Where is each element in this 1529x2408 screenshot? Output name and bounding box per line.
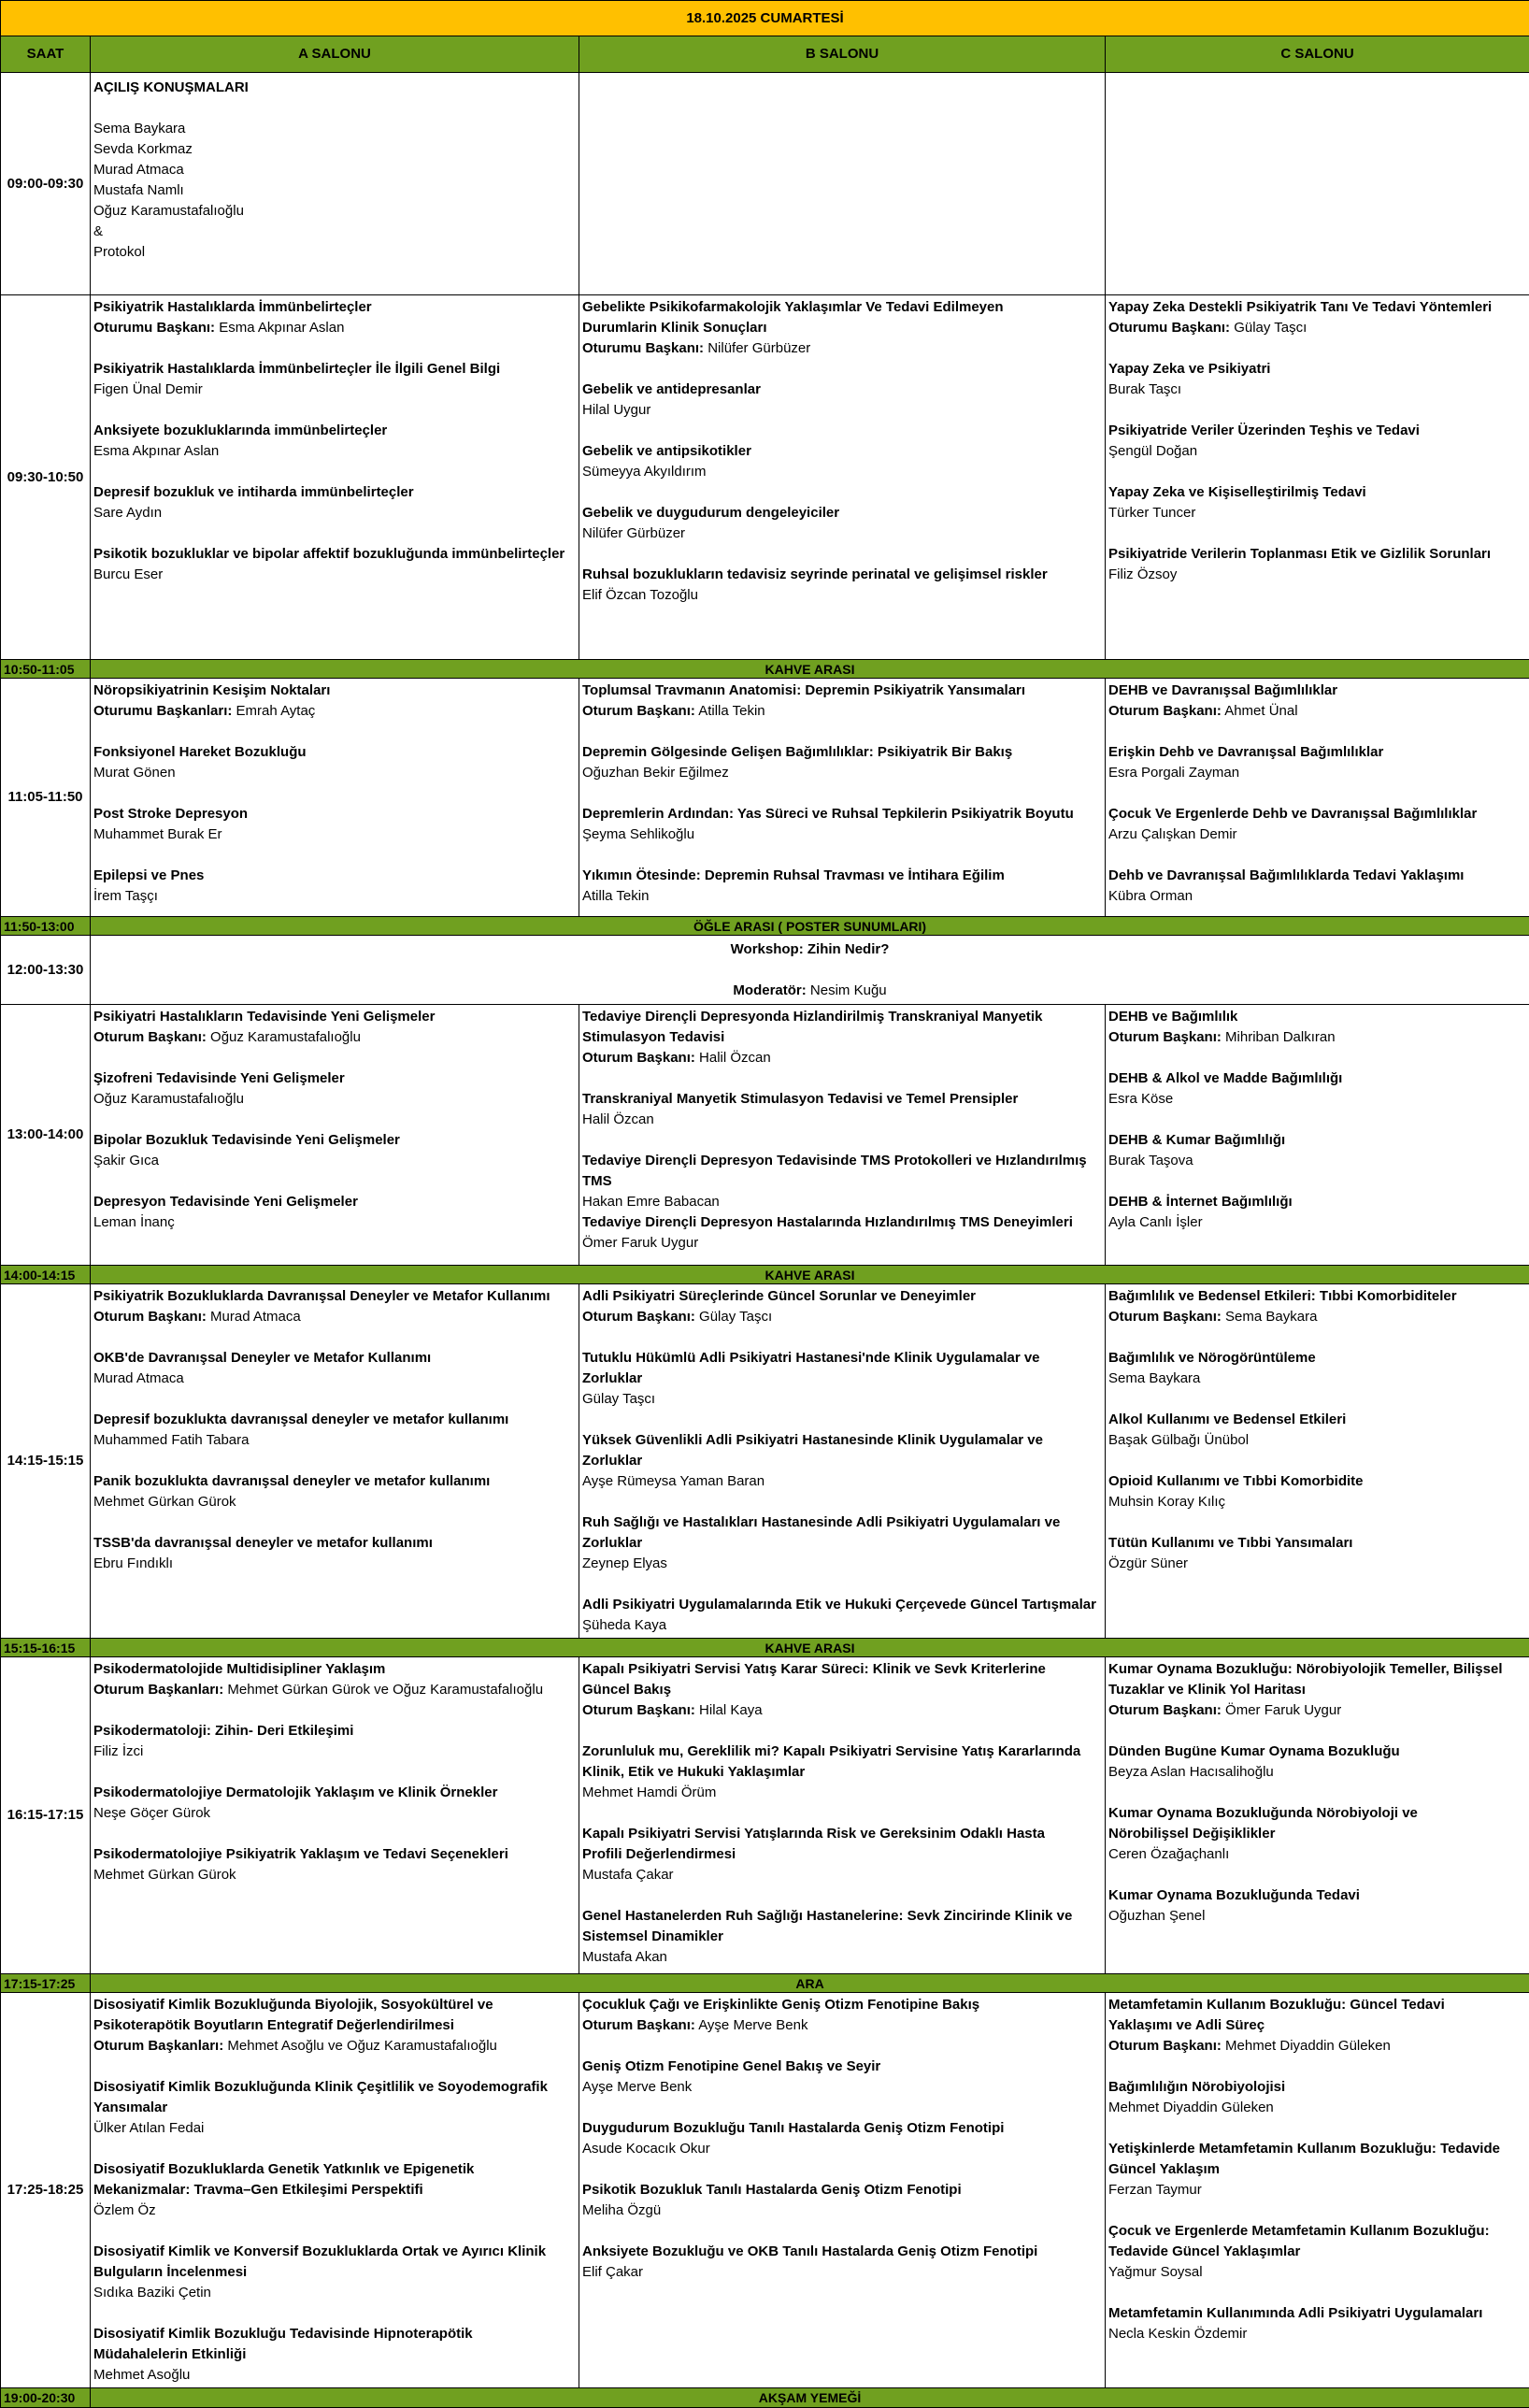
break-time: 19:00-20:30 bbox=[1, 2388, 91, 2408]
break-time: 15:15-16:15 bbox=[1, 1639, 91, 1657]
chair-label: Oturum Başkanı: bbox=[93, 1309, 207, 1325]
speaker-name: Muhammet Burak Er bbox=[93, 824, 576, 845]
speaker-name: İrem Taşçı bbox=[93, 886, 576, 907]
session-title: Durumlarin Klinik Sonuçları bbox=[582, 318, 1102, 338]
talk-title: Yetişkinlerde Metamfetamin Kullanım Bozukluğu: Tedavide bbox=[1108, 2139, 1526, 2159]
session-chair bbox=[93, 1680, 576, 1700]
chair-name: Mihriban Dalkıran bbox=[1225, 1029, 1336, 1045]
session-row bbox=[1, 1005, 1529, 1266]
session-row bbox=[1, 1284, 1529, 1639]
chair-name: Emrah Aytaç bbox=[236, 703, 316, 719]
session-cell bbox=[1106, 1993, 1529, 2388]
opening-cell bbox=[91, 73, 579, 295]
chair-label: Oturum Başkanı: bbox=[582, 703, 695, 719]
speaker-name: Filiz İzci bbox=[93, 1742, 576, 1762]
chair-label: Oturum Başkanı: bbox=[1108, 1029, 1222, 1045]
talk-title: Disosiyatif Kimlik Bozukluğunda Klinik Çeşitlilik ve Soyodemografik bbox=[93, 2077, 576, 2098]
talk-title: Psikodermatolojiye Dermatolojik Yaklaşım ve Klinik Örnekler bbox=[93, 1783, 576, 1803]
speaker-name: Oğuzhan Şenel bbox=[1108, 1906, 1526, 1927]
talk-title: Disosiyatif Kimlik Bozukluğu Tedavisinde Hipnoterapötik bbox=[93, 2324, 576, 2344]
speaker-name: Nilüfer Gürbüzer bbox=[582, 523, 1102, 544]
session-title: Yapay Zeka Destekli Psikiyatrik Tanı Ve Tedavi Yöntemleri bbox=[1108, 297, 1526, 318]
time-cell: 09:00-09:30 bbox=[1, 73, 91, 295]
talk-title: Müdahalelerin Etkinliği bbox=[93, 2344, 576, 2365]
speaker-name: Ayşe Merve Benk bbox=[582, 2077, 1102, 2098]
chair-name: Sema Baykara bbox=[1225, 1309, 1317, 1325]
break-row bbox=[1, 2388, 1529, 2408]
talk-title: Depremlerin Ardından: Yas Süreci ve Ruhsal Tepkilerin Psikiyatrik Boyutu bbox=[582, 804, 1102, 824]
talk-title: Kumar Oynama Bozukluğunda Tedavi bbox=[1108, 1885, 1526, 1906]
talk-title: Tedaviye Dirençli Depresyon Hastalarında Hızlandırılmış TMS Deneyimleri bbox=[582, 1212, 1102, 1233]
talk-title: Depresif bozuklukta davranışsal deneyler ve metafor kullanımı bbox=[93, 1410, 576, 1430]
session-title: Güncel Bakış bbox=[582, 1680, 1102, 1700]
empty-cell bbox=[1106, 73, 1529, 295]
speaker-name: Esma Akpınar Aslan bbox=[93, 441, 576, 462]
date-row bbox=[1, 1, 1529, 36]
chair-label: Oturum Başkanı: bbox=[1108, 1309, 1222, 1325]
talk-title: Yapay Zeka ve Kişiselleştirilmiş Tedavi bbox=[1108, 482, 1526, 503]
speaker-name: Ceren Özağaçhanlı bbox=[1108, 1844, 1526, 1865]
speaker-name: Şengül Doğan bbox=[1108, 441, 1526, 462]
header-b-salonu: B SALONU bbox=[579, 36, 1106, 73]
talk-title: Panik bozuklukta davranışsal deneyler ve metafor kullanımı bbox=[93, 1471, 576, 1492]
opening-name: Sevda Korkmaz bbox=[93, 139, 576, 160]
workshop-title: Workshop: Zihin Nedir? bbox=[93, 939, 1526, 960]
talk-title: Gebelik ve antipsikotikler bbox=[582, 441, 1102, 462]
speaker-name: Asude Kocacık Okur bbox=[582, 2139, 1102, 2159]
speaker-name: Mehmet Diyaddin Güleken bbox=[1108, 2098, 1526, 2118]
opening-name: Murad Atmaca bbox=[93, 160, 576, 180]
session-cell bbox=[579, 1005, 1106, 1266]
speaker-name: Beyza Aslan Hacısalihoğlu bbox=[1108, 1762, 1526, 1783]
session-chair bbox=[1108, 701, 1526, 722]
speaker-name: Muhammed Fatih Tabara bbox=[93, 1430, 576, 1451]
talk-title: Mekanizmalar: Travma–Gen Etkileşimi Perspektifi bbox=[93, 2180, 576, 2200]
session-title: Stimulasyon Tedavisi bbox=[582, 1027, 1102, 1048]
chair-label: Oturumu Başkanı: bbox=[582, 340, 704, 356]
session-title: Metamfetamin Kullanım Bozukluğu: Güncel Tedavi bbox=[1108, 1995, 1526, 2015]
break-row bbox=[1, 1974, 1529, 1993]
moderator-label: Moderatör: bbox=[733, 982, 806, 998]
talk-title: Psikiyatride Veriler Üzerinden Teşhis ve Tedavi bbox=[1108, 421, 1526, 441]
speaker-name: Ebru Fındıklı bbox=[93, 1554, 576, 1574]
talk-title: Post Stroke Depresyon bbox=[93, 804, 576, 824]
session-cell bbox=[1106, 679, 1529, 917]
talk-title: Fonksiyonel Hareket Bozukluğu bbox=[93, 742, 576, 763]
chair-name: Mehmet Gürkan Gürok ve Oğuz Karamustafalıoğlu bbox=[227, 1682, 543, 1698]
opening-name: Oğuz Karamustafalıoğlu bbox=[93, 201, 576, 222]
talk-title: Zorluklar bbox=[582, 1533, 1102, 1554]
session-title: Kapalı Psikiyatri Servisi Yatış Karar Süreci: Klinik ve Sevk Kriterlerine bbox=[582, 1659, 1102, 1680]
talk-title: Disosiyatif Bozukluklarda Genetik Yatkınlık ve Epigenetik bbox=[93, 2159, 576, 2180]
talk-title: Tütün Kullanımı ve Tıbbi Yansımaları bbox=[1108, 1533, 1526, 1554]
chair-name: Oğuz Karamustafalıoğlu bbox=[210, 1029, 361, 1045]
session-chair bbox=[93, 318, 576, 338]
talk-title: Ruhsal bozuklukların tedavisiz seyrinde perinatal ve gelişimsel riskler bbox=[582, 565, 1102, 585]
speaker-name: Filiz Özsoy bbox=[1108, 565, 1526, 585]
session-cell bbox=[1106, 1284, 1529, 1639]
speaker-name: Muhsin Koray Kılıç bbox=[1108, 1492, 1526, 1512]
speaker-name: Burcu Eser bbox=[93, 565, 576, 585]
speaker-name: Hakan Emre Babacan bbox=[582, 1192, 1102, 1212]
speaker-name: Oğuzhan Bekir Eğilmez bbox=[582, 763, 1102, 783]
speaker-name: Esra Köse bbox=[1108, 1089, 1526, 1110]
speaker-name: Ülker Atılan Fedai bbox=[93, 2118, 576, 2139]
speaker-name: Mustafa Akan bbox=[582, 1947, 1102, 1968]
session-cell bbox=[91, 1005, 579, 1266]
session-title: Psikiyatri Hastalıkların Tedavisinde Yeni Gelişmeler bbox=[93, 1007, 576, 1027]
chair-label: Oturum Başkanı: bbox=[93, 1029, 207, 1045]
session-cell bbox=[1106, 295, 1529, 660]
speaker-name: Mehmet Gürkan Gürok bbox=[93, 1865, 576, 1885]
header-saat: SAAT bbox=[1, 36, 91, 73]
talk-title: Duygudurum Bozukluğu Tanılı Hastalarda Geniş Otizm Fenotipi bbox=[582, 2118, 1102, 2139]
opening-name: Mustafa Namlı bbox=[93, 180, 576, 201]
talk-title: Metamfetamin Kullanımında Adli Psikiyatri Uygulamaları bbox=[1108, 2303, 1526, 2324]
chair-name: Atilla Tekin bbox=[698, 703, 764, 719]
chair-label: Oturum Başkanı: bbox=[1108, 1702, 1222, 1718]
break-label: ÖĞLE ARASI ( POSTER SUNUMLARI) bbox=[91, 917, 1529, 936]
speaker-name: Sema Baykara bbox=[1108, 1369, 1526, 1389]
workshop-row bbox=[1, 936, 1529, 1005]
speaker-name: Leman İnanç bbox=[93, 1212, 576, 1233]
talk-title: Güncel Yaklaşım bbox=[1108, 2159, 1526, 2180]
session-row bbox=[1, 295, 1529, 660]
speaker-name: Sare Aydın bbox=[93, 503, 576, 523]
speaker-name: Murat Gönen bbox=[93, 763, 576, 783]
session-cell bbox=[579, 1657, 1106, 1974]
session-cell bbox=[579, 679, 1106, 917]
talk-title: Anksiyete bozukluklarında immünbelirteçler bbox=[93, 421, 576, 441]
break-time: 10:50-11:05 bbox=[1, 660, 91, 679]
speaker-name: Elif Çakar bbox=[582, 2262, 1102, 2283]
talk-title: Adli Psikiyatri Uygulamalarında Etik ve Hukuki Çerçevede Güncel Tartışmalar bbox=[582, 1595, 1102, 1615]
speaker-name: Mustafa Çakar bbox=[582, 1865, 1102, 1885]
break-time: 17:15-17:25 bbox=[1, 1974, 91, 1993]
chair-label: Oturum Başkanı: bbox=[582, 1309, 695, 1325]
session-title: Psikodermatolojide Multidisipliner Yaklaşım bbox=[93, 1659, 576, 1680]
talk-title: Çocuk Ve Ergenlerde Dehb ve Davranışsal Bağımlılıklar bbox=[1108, 804, 1526, 824]
talk-title: Kapalı Psikiyatri Servisi Yatışlarında Risk ve Gereksinim Odaklı Hasta bbox=[582, 1824, 1102, 1844]
talk-title: TSSB'da davranışsal deneyler ve metafor kullanımı bbox=[93, 1533, 576, 1554]
chair-label: Oturumu Başkanı: bbox=[1108, 320, 1230, 336]
chair-label: Oturum Başkanı: bbox=[582, 1702, 695, 1718]
empty-cell bbox=[579, 73, 1106, 295]
header-row bbox=[1, 36, 1529, 73]
talk-title: Zorunluluk mu, Gereklilik mi? Kapalı Psikiyatri Servisine Yatış Kararlarında bbox=[582, 1742, 1102, 1762]
break-label: KAHVE ARASI bbox=[91, 1639, 1529, 1657]
speaker-name: Meliha Özgü bbox=[582, 2200, 1102, 2221]
talk-title: Nörobilişsel Değişiklikler bbox=[1108, 1824, 1526, 1844]
chair-name: Esma Akpınar Aslan bbox=[219, 320, 344, 336]
session-chair bbox=[93, 1307, 576, 1327]
session-chair bbox=[93, 2036, 576, 2057]
talk-title: Şizofreni Tedavisinde Yeni Gelişmeler bbox=[93, 1068, 576, 1089]
speaker-name: Atilla Tekin bbox=[582, 886, 1102, 907]
session-chair bbox=[582, 338, 1102, 359]
time-cell: 13:00-14:00 bbox=[1, 1005, 91, 1266]
talk-title: Psikodermatolojiye Psikiyatrik Yaklaşım ve Tedavi Seçenekleri bbox=[93, 1844, 576, 1865]
session-title: Adli Psikiyatri Süreçlerinde Güncel Sorunlar ve Deneyimler bbox=[582, 1286, 1102, 1307]
session-chair bbox=[582, 701, 1102, 722]
break-label: AKŞAM YEMEĞİ bbox=[91, 2388, 1529, 2408]
session-title: Tuzaklar ve Klinik Yol Haritası bbox=[1108, 1680, 1526, 1700]
session-chair bbox=[582, 1700, 1102, 1721]
talk-title: Gebelik ve antidepresanlar bbox=[582, 380, 1102, 400]
speaker-name: Şakir Gıca bbox=[93, 1151, 576, 1171]
talk-title: Psikiyatride Verilerin Toplanması Etik ve Gizlilik Sorunları bbox=[1108, 544, 1526, 565]
speaker-name: Ayla Canlı İşler bbox=[1108, 1212, 1526, 1233]
speaker-name: Halil Özcan bbox=[582, 1110, 1102, 1130]
session-chair bbox=[1108, 318, 1526, 338]
speaker-name: Gülay Taşcı bbox=[582, 1389, 1102, 1410]
opening-title: AÇILIŞ KONUŞMALARI bbox=[93, 78, 576, 98]
talk-title: Yansımalar bbox=[93, 2098, 576, 2118]
speaker-name: Elif Özcan Tozoğlu bbox=[582, 585, 1102, 606]
talk-title: Depremin Gölgesinde Gelişen Bağımlılıklar: Psikiyatrik Bir Bakış bbox=[582, 742, 1102, 763]
session-title: Psikoterapötik Boyutların Entegratif Değerlendirilmesi bbox=[93, 2015, 576, 2036]
talk-title: Psikotik Bozukluk Tanılı Hastalarda Geniş Otizm Fenotipi bbox=[582, 2180, 1102, 2200]
chair-name: Hilal Kaya bbox=[699, 1702, 763, 1718]
talk-title: Çocuk ve Ergenlerde Metamfetamin Kullanım Bozukluğu: bbox=[1108, 2221, 1526, 2242]
header-c-salonu: C SALONU bbox=[1106, 36, 1529, 73]
speaker-name: Özgür Süner bbox=[1108, 1554, 1526, 1574]
talk-title: Alkol Kullanımı ve Bedensel Etkileri bbox=[1108, 1410, 1526, 1430]
talk-title: TMS bbox=[582, 1171, 1102, 1192]
break-time: 11:50-13:00 bbox=[1, 917, 91, 936]
talk-title: Geniş Otizm Fenotipine Genel Bakış ve Seyir bbox=[582, 2057, 1102, 2077]
session-chair bbox=[1108, 2036, 1526, 2057]
time-cell: 11:05-11:50 bbox=[1, 679, 91, 917]
time-cell: 14:15-15:15 bbox=[1, 1284, 91, 1639]
session-cell bbox=[1106, 1005, 1529, 1266]
talk-title: Psikiyatrik Hastalıklarda İmmünbelirteçler İle İlgili Genel Bilgi bbox=[93, 359, 576, 380]
session-title: Çocukluk Çağı ve Erişkinlikte Geniş Otizm Fenotipine Bakış bbox=[582, 1995, 1102, 2015]
chair-label: Oturumu Başkanı: bbox=[93, 320, 215, 336]
speaker-name: Mehmet Asoğlu bbox=[93, 2365, 576, 2386]
speaker-name: Oğuz Karamustafalıoğlu bbox=[93, 1089, 576, 1110]
speaker-name: Esra Porgali Zayman bbox=[1108, 763, 1526, 783]
session-title: Gebelikte Psikikofarmakolojik Yaklaşımlar Ve Tedavi Edilmeyen bbox=[582, 297, 1102, 318]
talk-title: Yüksek Güvenlikli Adli Psikiyatri Hastanesinde Klinik Uygulamalar ve Zorluklar bbox=[582, 1430, 1102, 1471]
chair-label: Oturum Başkanı: bbox=[1108, 2038, 1222, 2054]
session-chair bbox=[1108, 1307, 1526, 1327]
talk-title: DEHB & Kumar Bağımlılığı bbox=[1108, 1130, 1526, 1151]
moderator-name: Nesim Kuğu bbox=[810, 982, 887, 998]
session-title: Psikiyatrik Bozukluklarda Davranışsal Deneyler ve Metafor Kullanımı bbox=[93, 1286, 576, 1307]
speaker-name: Murad Atmaca bbox=[93, 1369, 576, 1389]
speaker-name: Şeyma Sehlikoğlu bbox=[582, 824, 1102, 845]
session-chair bbox=[582, 1048, 1102, 1068]
chair-label: Oturum Başkanı: bbox=[582, 1050, 695, 1066]
time-cell: 09:30-10:50 bbox=[1, 295, 91, 660]
chair-name: Ayşe Merve Benk bbox=[698, 2017, 807, 2033]
speaker-name: Zeynep Elyas bbox=[582, 1554, 1102, 1574]
break-row bbox=[1, 1266, 1529, 1284]
talk-title: Tutuklu Hükümlü Adli Psikiyatri Hastanesi'nde Klinik Uygulamalar ve Zorluklar bbox=[582, 1348, 1102, 1389]
chair-label: Oturum Başkanı: bbox=[582, 2017, 695, 2033]
session-row bbox=[1, 1657, 1529, 1974]
session-title: Yaklaşımı ve Adli Süreç bbox=[1108, 2015, 1526, 2036]
talk-title: Depresyon Tedavisinde Yeni Gelişmeler bbox=[93, 1192, 576, 1212]
talk-title: Yıkımın Ötesinde: Depremin Ruhsal Travması ve İntihara Eğilim bbox=[582, 866, 1102, 886]
session-cell bbox=[91, 1993, 579, 2388]
talk-title: Sistemsel Dinamikler bbox=[582, 1927, 1102, 1947]
session-cell bbox=[1106, 1657, 1529, 1974]
session-cell bbox=[91, 295, 579, 660]
talk-title: Depresif bozukluk ve intiharda immünbelirteçler bbox=[93, 482, 576, 503]
talk-title: Bulguların İncelenmesi bbox=[93, 2262, 576, 2283]
session-title: Disosiyatif Kimlik Bozukluğunda Biyolojik, Sosyokültürel ve bbox=[93, 1995, 576, 2015]
break-label: KAHVE ARASI bbox=[91, 660, 1529, 679]
talk-title: Yapay Zeka ve Psikiyatri bbox=[1108, 359, 1526, 380]
session-chair bbox=[1108, 1700, 1526, 1721]
break-row bbox=[1, 1639, 1529, 1657]
chair-label: Oturumu Başkanları: bbox=[93, 703, 232, 719]
talk-title: Klinik, Etik ve Hukuki Yaklaşımlar bbox=[582, 1762, 1102, 1783]
talk-title: Psikotik bozukluklar ve bipolar affektif bozukluğunda immünbelirteçler bbox=[93, 544, 576, 565]
talk-title: Tedaviye Dirençli Depresyon Tedavisinde TMS Protokolleri ve Hızlandırılmış bbox=[582, 1151, 1102, 1171]
talk-title: Transkraniyal Manyetik Stimulasyon Tedavisi ve Temel Prensipler bbox=[582, 1089, 1102, 1110]
talk-title: Bağımlılığın Nörobiyolojisi bbox=[1108, 2077, 1526, 2098]
talk-title: Opioid Kullanımı ve Tıbbi Komorbidite bbox=[1108, 1471, 1526, 1492]
session-chair bbox=[93, 1027, 576, 1048]
talk-title: OKB'de Davranışsal Deneyler ve Metafor Kullanımı bbox=[93, 1348, 576, 1369]
session-chair bbox=[1108, 1027, 1526, 1048]
speaker-name: Yağmur Soysal bbox=[1108, 2262, 1526, 2283]
session-title: Kumar Oynama Bozukluğu: Nörobiyolojik Temeller, Bilişsel bbox=[1108, 1659, 1526, 1680]
speaker-name: Şüheda Kaya bbox=[582, 1615, 1102, 1636]
session-chair bbox=[93, 701, 576, 722]
talk-title: Kumar Oynama Bozukluğunda Nörobiyoloji ve bbox=[1108, 1803, 1526, 1824]
time-cell: 12:00-13:30 bbox=[1, 936, 91, 1005]
chair-name: Murad Atmaca bbox=[210, 1309, 301, 1325]
talk-title: Bağımlılık ve Nörogörüntüleme bbox=[1108, 1348, 1526, 1369]
break-label: ARA bbox=[91, 1974, 1529, 1993]
break-row bbox=[1, 917, 1529, 936]
chair-label: Oturum Başkanları: bbox=[93, 2038, 223, 2054]
session-title: Psikiyatrik Hastalıklarda İmmünbelirteçler bbox=[93, 297, 576, 318]
speaker-name: Burak Taşova bbox=[1108, 1151, 1526, 1171]
speaker-name: Mehmet Hamdi Örüm bbox=[582, 1783, 1102, 1803]
session-title: DEHB ve Bağımlılık bbox=[1108, 1007, 1526, 1027]
session-row bbox=[1, 679, 1529, 917]
workshop-cell bbox=[91, 936, 1529, 1005]
speaker-name: Özlem Öz bbox=[93, 2200, 576, 2221]
speaker-name: Ferzan Taymur bbox=[1108, 2180, 1526, 2200]
speaker-name: Sümeyya Akyıldırım bbox=[582, 462, 1102, 482]
talk-title: Erişkin Dehb ve Davranışsal Bağımlılıklar bbox=[1108, 742, 1526, 763]
session-chair bbox=[582, 2015, 1102, 2036]
talk-title: DEHB & Alkol ve Madde Bağımlılığı bbox=[1108, 1068, 1526, 1089]
speaker-name: Türker Tuncer bbox=[1108, 503, 1526, 523]
chair-name: Halil Özcan bbox=[699, 1050, 771, 1066]
talk-title: Epilepsi ve Pnes bbox=[93, 866, 576, 886]
opening-name: & bbox=[93, 222, 576, 242]
chair-name: Mehmet Diyaddin Güleken bbox=[1225, 2038, 1391, 2054]
talk-title: Anksiyete Bozukluğu ve OKB Tanılı Hastalarda Geniş Otizm Fenotipi bbox=[582, 2242, 1102, 2262]
session-row bbox=[1, 1993, 1529, 2388]
chair-label: Oturum Başkanı: bbox=[1108, 703, 1222, 719]
break-label: KAHVE ARASI bbox=[91, 1266, 1529, 1284]
talk-title: Tedavide Güncel Yaklaşımlar bbox=[1108, 2242, 1526, 2262]
chair-name: Mehmet Asoğlu ve Oğuz Karamustafalıoğlu bbox=[227, 2038, 497, 2054]
opening-name: Sema Baykara bbox=[93, 119, 576, 139]
chair-name: Gülay Taşcı bbox=[1234, 320, 1307, 336]
talk-title: Dünden Bugüne Kumar Oynama Bozukluğu bbox=[1108, 1742, 1526, 1762]
session-cell bbox=[91, 1657, 579, 1974]
session-title: Nöropsikiyatrinin Kesişim Noktaları bbox=[93, 681, 576, 701]
session-cell bbox=[579, 1284, 1106, 1639]
speaker-name: Necla Keskin Özdemir bbox=[1108, 2324, 1526, 2344]
time-cell: 16:15-17:15 bbox=[1, 1657, 91, 1974]
workshop-moderator bbox=[93, 981, 1526, 1001]
session-title: DEHB ve Davranışsal Bağımlılıklar bbox=[1108, 681, 1526, 701]
opening-name: Protokol bbox=[93, 242, 576, 263]
talk-title: Profili Değerlendirmesi bbox=[582, 1844, 1102, 1865]
chair-label: Oturum Başkanları: bbox=[93, 1682, 223, 1698]
session-title: Bağımlılık ve Bedensel Etkileri: Tıbbi Komorbiditeler bbox=[1108, 1286, 1526, 1307]
talk-title: Ruh Sağlığı ve Hastalıkları Hastanesinde Adli Psikiyatri Uygulamaları ve bbox=[582, 1512, 1102, 1533]
speaker-name: Burak Taşcı bbox=[1108, 380, 1526, 400]
session-cell bbox=[579, 1993, 1106, 2388]
speaker-name: Arzu Çalışkan Demir bbox=[1108, 824, 1526, 845]
session-title: Tedaviye Dirençli Depresyonda Hizlandirilmiş Transkraniyal Manyetik bbox=[582, 1007, 1102, 1027]
chair-name: Gülay Taşcı bbox=[699, 1309, 772, 1325]
opening-row bbox=[1, 73, 1529, 295]
speaker-name: Figen Ünal Demir bbox=[93, 380, 576, 400]
chair-name: Ahmet Ünal bbox=[1224, 703, 1297, 719]
break-time: 14:00-14:15 bbox=[1, 1266, 91, 1284]
speaker-name: Sıdıka Baziki Çetin bbox=[93, 2283, 576, 2303]
talk-title: Gebelik ve duygudurum dengeleyiciler bbox=[582, 503, 1102, 523]
session-title: Toplumsal Travmanın Anatomisi: Depremin Psikiyatrik Yansımaları bbox=[582, 681, 1102, 701]
session-chair bbox=[582, 1307, 1102, 1327]
talk-title: Genel Hastanelerden Ruh Sağlığı Hastanelerine: Sevk Zincirinde Klinik ve bbox=[582, 1906, 1102, 1927]
talk-title: Bipolar Bozukluk Tedavisinde Yeni Gelişmeler bbox=[93, 1130, 576, 1151]
session-cell bbox=[91, 1284, 579, 1639]
chair-name: Nilüfer Gürbüzer bbox=[707, 340, 810, 356]
header-a-salonu: A SALONU bbox=[91, 36, 579, 73]
date-title: 18.10.2025 CUMARTESİ bbox=[1, 1, 1529, 36]
speaker-name: Mehmet Gürkan Gürok bbox=[93, 1492, 576, 1512]
talk-title: Psikodermatoloji: Zihin- Deri Etkileşimi bbox=[93, 1721, 576, 1742]
speaker-name: Hilal Uygur bbox=[582, 400, 1102, 421]
talk-title: Dehb ve Davranışsal Bağımlılıklarda Tedavi Yaklaşımı bbox=[1108, 866, 1526, 886]
break-row bbox=[1, 660, 1529, 679]
speaker-name: Neşe Göçer Gürok bbox=[93, 1803, 576, 1824]
speaker-name: Ömer Faruk Uygur bbox=[582, 1233, 1102, 1254]
speaker-name: Ayşe Rümeysa Yaman Baran bbox=[582, 1471, 1102, 1492]
chair-name: Ömer Faruk Uygur bbox=[1225, 1702, 1341, 1718]
session-cell bbox=[579, 295, 1106, 660]
time-cell: 17:25-18:25 bbox=[1, 1993, 91, 2388]
speaker-name: Kübra Orman bbox=[1108, 886, 1526, 907]
talk-title: Disosiyatif Kimlik ve Konversif Bozukluklarda Ortak ve Ayırıcı Klinik bbox=[93, 2242, 576, 2262]
talk-title: DEHB & İnternet Bağımlılığı bbox=[1108, 1192, 1526, 1212]
session-cell bbox=[91, 679, 579, 917]
speaker-name: Başak Gülbağı Ünübol bbox=[1108, 1430, 1526, 1451]
